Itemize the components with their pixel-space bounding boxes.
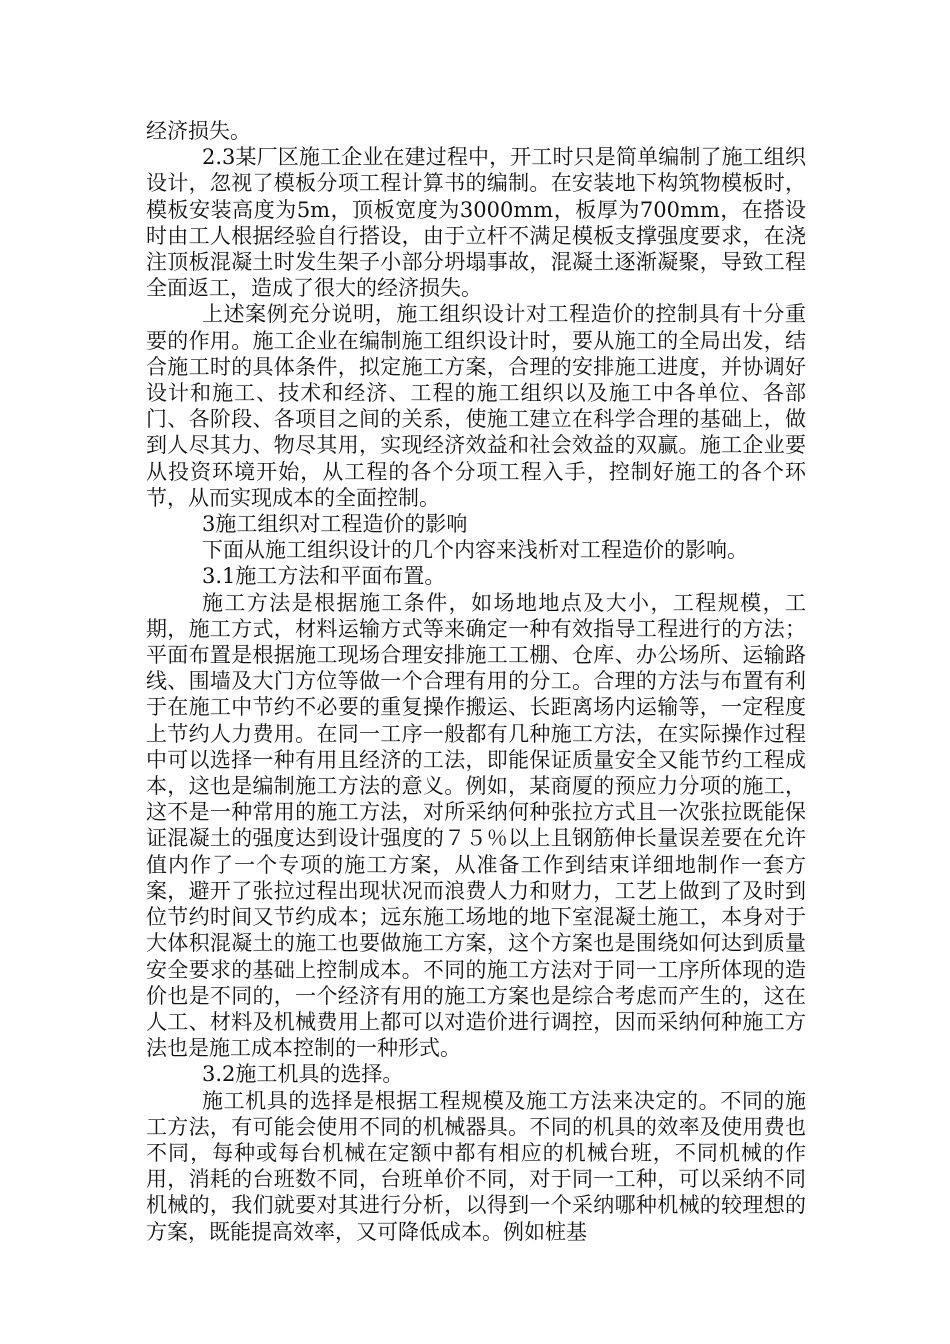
document-page <box>146 118 806 1245</box>
paragraph: 上述案例充分说明，施工组织设计对工程造价的控制具有十分重要的作用。施工企业在编制施工组织设计时，要从施工的全局出发，结合施工时的具体条件，拟定施工方案，合理的安排施工进度，并协调好设计和施工、技术和经济、工程的施工组织以及施工中各单位、各部门、各阶段、各项目之间的关系，使施工建立在科学合理的基础上，做到人尽其力、物尽其用，实现经济效益和社会效益的双赢。施工企业要从投资环境开始，从工程的各个分项工程入手，控制好施工的各个环节，从而实现成本的全面控制。 <box>146 302 806 510</box>
paragraph: 施工机具的选择是根据工程规模及施工方法来决定的。不同的施工方法，有可能会使用不同的机械器具。不同的机具的效率及使用费也不同，每种或每台机械在定额中都有相应的机械台班，不同机械的作用，消耗的台班数不同，台班单价不同，对于同一工种，可以采纳不同机械的，我们就要对其进行分析，以得到一个采纳哪种机械的较理想的方案，既能提高效率，又可降低成本。例如桩基 <box>146 1088 806 1244</box>
section-heading: 3施工组织对工程造价的影响 <box>202 512 468 537</box>
paragraph: 2.3某厂区施工企业在建过程中，开工时只是简单编制了施工组织设计，忽视了模板分项工程计算书的编制。在安装地下构筑物模板时，模板安装高度为5m，顶板宽度为3000mm，板厚为700mm，在搭设时由工人根据经验自行搭设，由于立杆不满足模板支撑强度要求，在浇注顶板混凝土时发生架子小部分坍塌事故，混凝土逐渐凝聚，导致工程全面返工，造成了很大的经济损失。 <box>146 145 806 301</box>
paragraph: 经济损失。 <box>146 119 251 143</box>
subsection-heading: 3.1施工方法和平面布置。 <box>202 564 446 589</box>
subsection-heading: 3.2施工机具的选择。 <box>202 1062 404 1087</box>
paragraph: 下面从施工组织设计的几个内容来浅析对工程造价的影响。 <box>202 538 748 563</box>
paragraph: 施工方法是根据施工条件，如场地地点及大小，工程规模，工期，施工方式，材料运输方式等来确定一种有效指导工程进行的方法；平面布置是根据施工现场合理安排施工工棚、仓库、办公场所、运输路线、围墙及大门方位等做一个合理有用的分工。合理的方法与布置有利于在施工中节约不必要的重复操作搬运、长距离场内运输等，一定程度上节约人力费用。在同一工序一般都有几种施工方法，在实际操作过程中可以选择一种有用且经济的工法，即能保证质量安全又能节约工程成本，这也是编制施工方法的意义。例如，某商厦的预应力分项的施工，这不是一种常用的施工方法，对所采纳何种张拉方式且一次张拉既能保证混凝土的强度达到设计强度的７５％以上且钢筋伸长量误差要在允许值内作了一个专项的施工方案，从准备工作到结束详细地制作一套方案，避开了张拉过程出现状况而浪费人力和财力，工艺上做到了及时到位节约时间又节约成本；远东施工场地的地下室混凝土施工，本身对于大体积混凝土的施工也要做施工方案，这个方案也是围绕如何达到质量安全要求的基础上控制成本。不同的施工方法对于同一工序所体现的造价也是不同的，一个经济有用的施工方案也是综合考虑而产生的，这在人工、材料及机械费用上都可以对造价进行调控，因而采纳何种施工方法也是施工成本控制的一种形式。 <box>146 590 806 1061</box>
